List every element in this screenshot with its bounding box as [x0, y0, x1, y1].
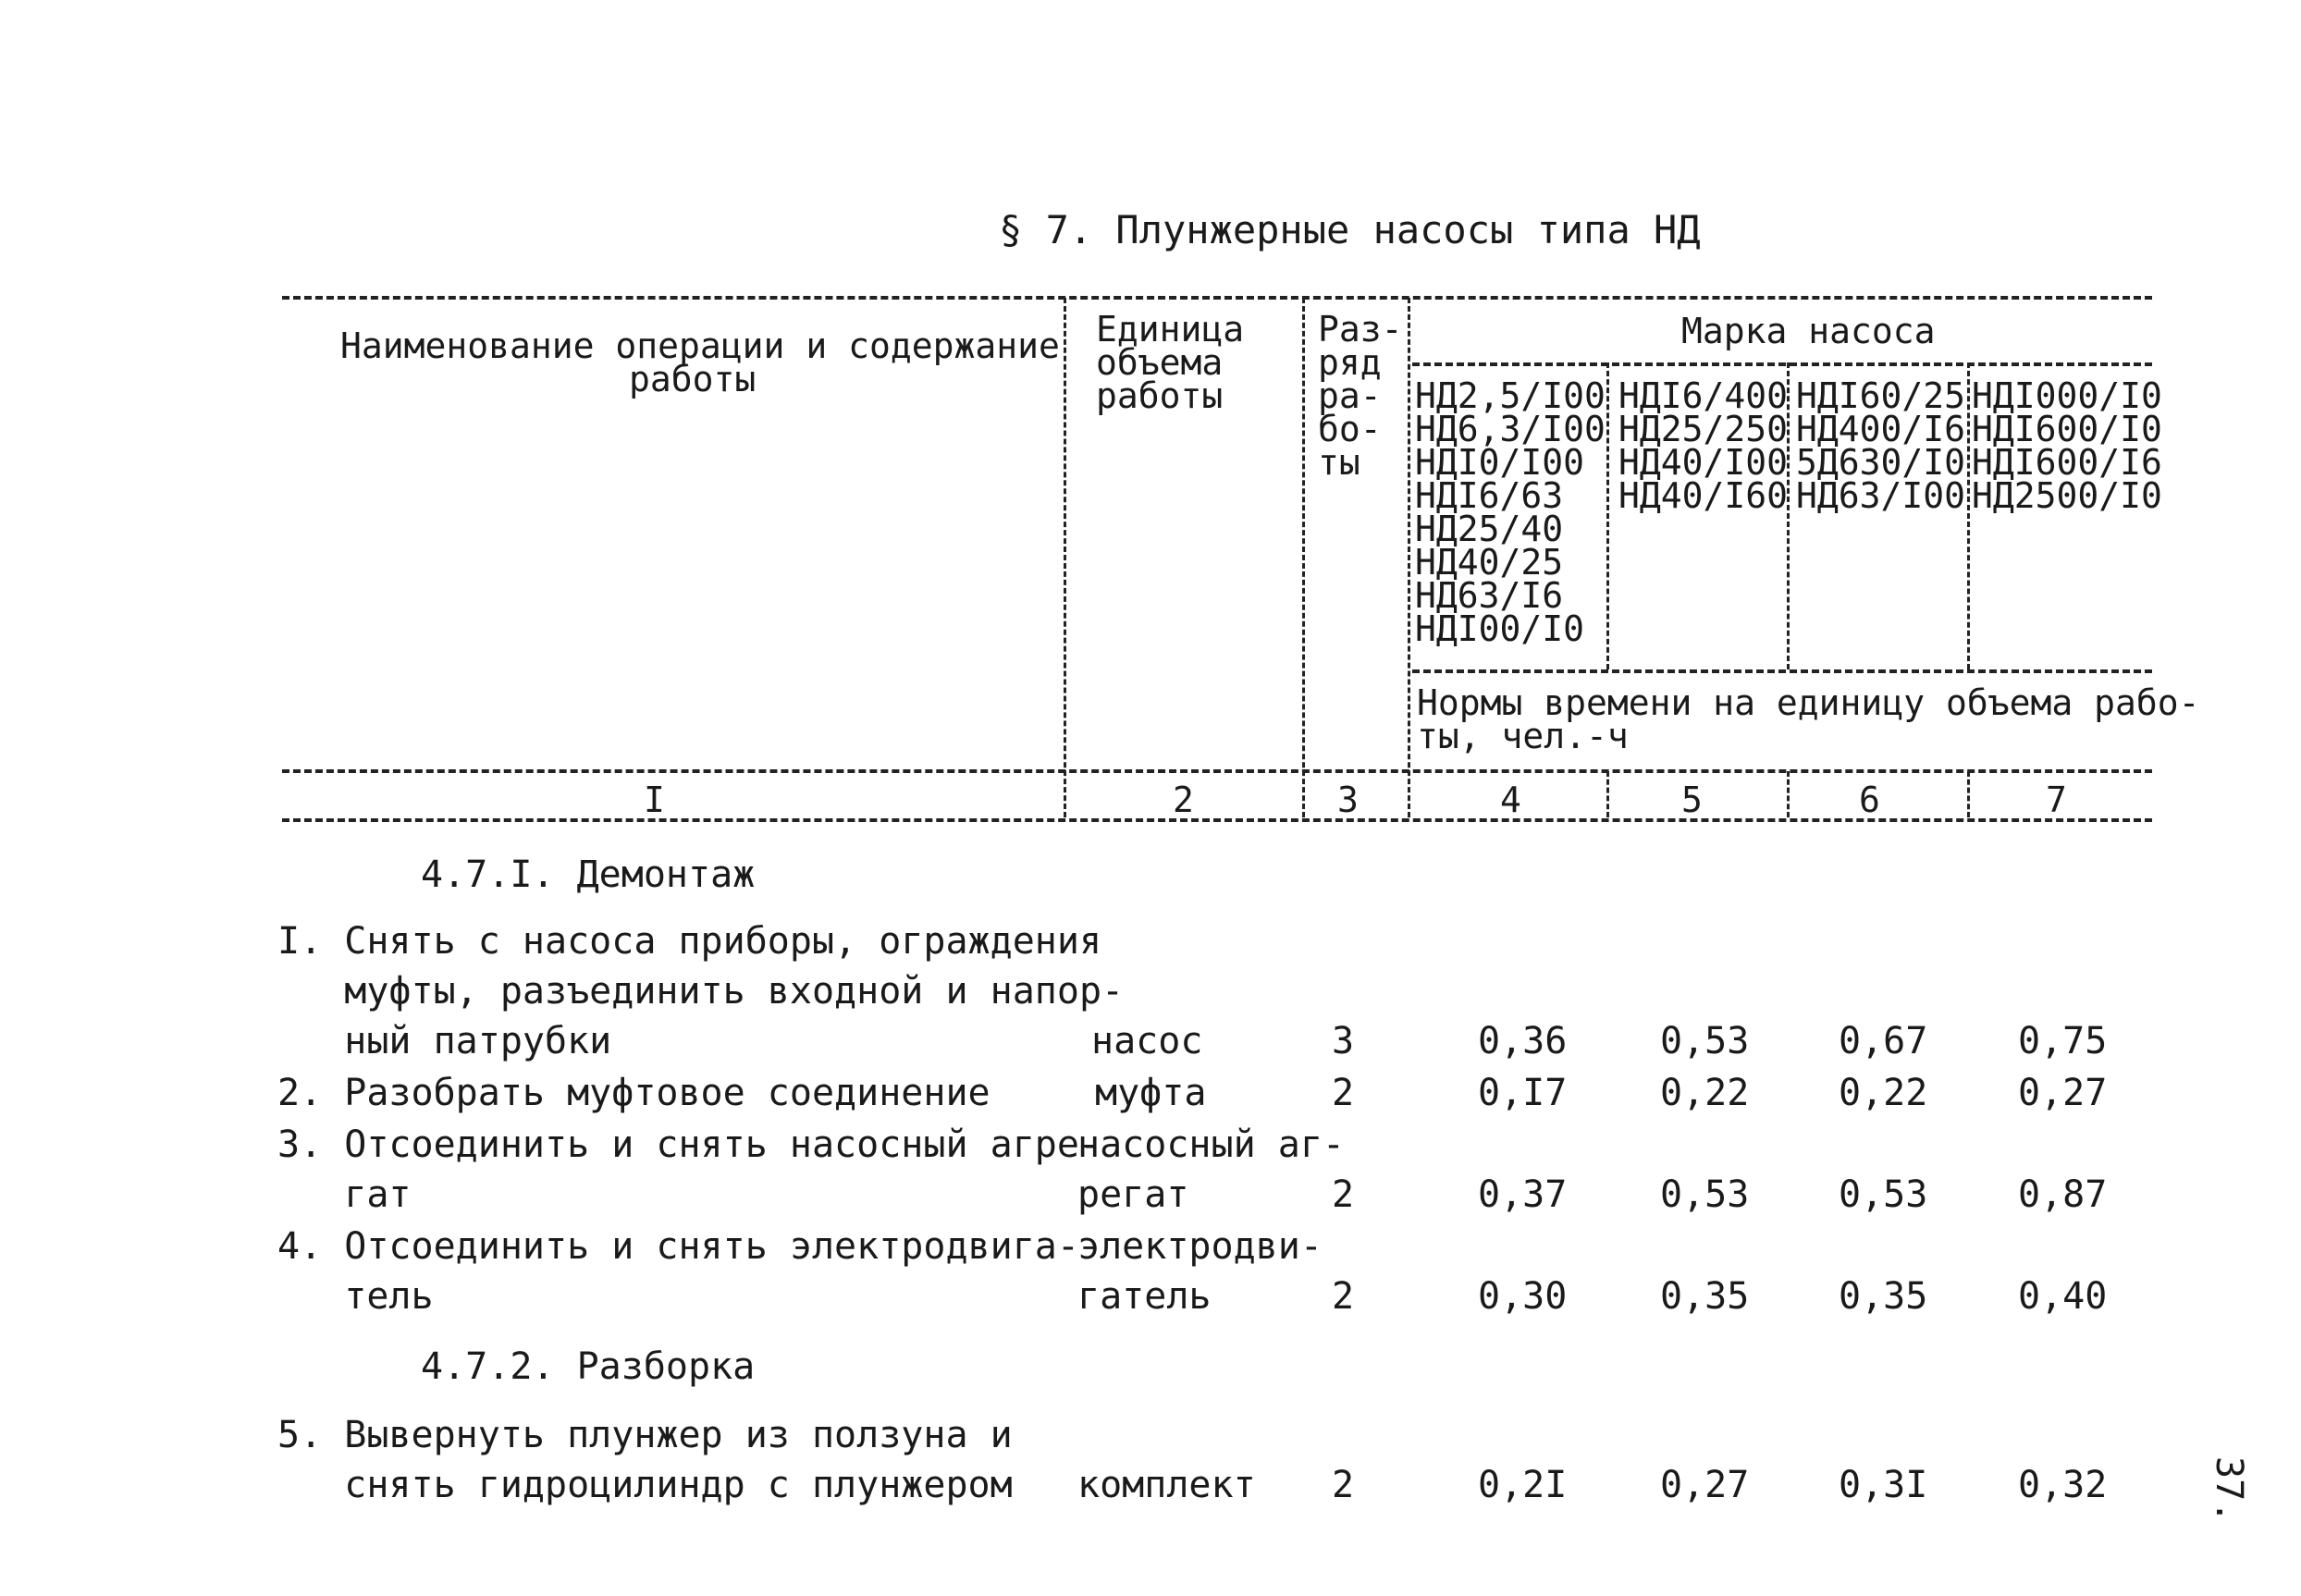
table-row-2-value-7: 0,27 — [2018, 1072, 2108, 1114]
column-number-4: 4 — [1500, 780, 1521, 820]
table-row-4-line-1: 4. Отсоединить и снять электродвига- — [277, 1225, 1079, 1268]
table-row-2-grade: 2 — [1332, 1072, 1355, 1114]
brand-col4-5: НД25/40 — [1415, 509, 1564, 549]
table-row-3-unit-line-1: насосный аг- — [1077, 1123, 1345, 1166]
table-row-1-line-1: I. Снять с насоса приборы, ограждения — [277, 920, 1102, 963]
column-number-6: 6 — [1859, 780, 1880, 820]
brand-col4-4: НДI6/63 — [1415, 475, 1564, 516]
table-row-2-value-4: 0,I7 — [1478, 1072, 1568, 1114]
divider-num7 — [1967, 771, 1970, 817]
header-brand-group: Марка насоса — [1681, 311, 1936, 351]
table-row-4-value-4: 0,30 — [1478, 1275, 1568, 1318]
table-row-1-value-6: 0,67 — [1839, 1020, 1928, 1062]
table-row-4-value-6: 0,35 — [1839, 1275, 1928, 1318]
divider-col2 — [1064, 298, 1066, 817]
brand-col7-4: НД2500/I0 — [1972, 475, 2162, 516]
table-row-5-value-4: 0,2I — [1478, 1464, 1568, 1506]
column-number-3: 3 — [1337, 780, 1359, 820]
header-unit-line-2: объема — [1096, 342, 1224, 383]
brand-col6-3: 5Д630/I0 — [1796, 442, 1966, 483]
brand-group-rule — [1412, 362, 2152, 366]
section-title-dismantling: 4.7.I. Демонтаж — [421, 853, 756, 896]
header-unit-line-1: Единица — [1096, 309, 1245, 350]
table-row-4-unit-line-2: гатель — [1077, 1275, 1212, 1318]
divider-col4 — [1408, 298, 1410, 817]
header-grade-line-2: ряд — [1318, 342, 1382, 383]
column-number-1: I — [644, 780, 665, 820]
brand-col5-1: НДI6/400 — [1618, 375, 1789, 416]
header-grade-line-1: Раз- — [1318, 309, 1403, 350]
table-row-4-line-2: тель — [277, 1275, 434, 1318]
table-row-2-unit: муфта — [1095, 1072, 1207, 1114]
table-row-3-value-4: 0,37 — [1478, 1173, 1568, 1216]
table-row-3-value-6: 0,53 — [1839, 1173, 1928, 1216]
brand-col5-2: НД25/250 — [1618, 409, 1789, 449]
brand-col5-4: НД40/I60 — [1618, 475, 1789, 516]
table-row-1-value-4: 0,36 — [1478, 1020, 1568, 1062]
page-title: § 7. Плунжерные насосы типа НД — [999, 207, 1701, 252]
divider-num5 — [1606, 771, 1609, 817]
table-row-3-unit-line-2: регат — [1077, 1173, 1189, 1216]
divider-num6 — [1787, 771, 1790, 817]
table-row-3-value-7: 0,87 — [2018, 1173, 2108, 1216]
table-top-rule — [282, 296, 2152, 300]
header-unit-line-3: работы — [1096, 375, 1224, 416]
header-operation-line-1: Наименование операции и содержание — [340, 325, 1060, 366]
table-row-1-value-7: 0,75 — [2018, 1020, 2108, 1062]
divider-col7 — [1967, 362, 1970, 669]
table-row-3-grade: 2 — [1332, 1173, 1355, 1216]
brand-col6-4: НД63/I00 — [1796, 475, 1966, 516]
table-row-5-line-1: 5. Вывернуть плунжер из ползуна и — [277, 1414, 1013, 1456]
brand-col7-2: НДI600/I0 — [1972, 409, 2162, 449]
divider-col5 — [1606, 362, 1609, 669]
brand-col4-2: НД6,3/I00 — [1415, 409, 1606, 449]
brand-col4-1: НД2,5/I00 — [1415, 375, 1606, 416]
table-row-3-line-2: гат — [277, 1173, 412, 1216]
table-row-1-unit: насос — [1091, 1020, 1203, 1062]
brand-col5-3: НД40/I00 — [1618, 442, 1789, 483]
brand-col4-6: НД40/25 — [1415, 542, 1564, 583]
section-title-disassembly: 4.7.2. Разборка — [421, 1345, 756, 1388]
header-norms-line-2: ты, чел.-ч — [1417, 716, 1629, 756]
brand-col7-1: НДI000/I0 — [1972, 375, 2162, 416]
header-norms-line-1: Нормы времени на единицу объема рабо- — [1417, 682, 2200, 723]
table-row-5-value-5: 0,27 — [1660, 1464, 1750, 1506]
norms-rule — [1412, 669, 2152, 673]
column-number-5: 5 — [1681, 780, 1703, 820]
table-row-3-line-1: 3. Отсоединить и снять насосный агре- — [277, 1123, 1102, 1166]
brand-col4-3: НДI0/I00 — [1415, 442, 1585, 483]
table-row-1-grade: 3 — [1332, 1020, 1355, 1062]
table-row-4-grade: 2 — [1332, 1275, 1355, 1318]
table-row-2-value-5: 0,22 — [1660, 1072, 1750, 1114]
header-bottom-rule — [282, 769, 2152, 773]
table-row-5-value-7: 0,32 — [2018, 1464, 2108, 1506]
table-row-2-value-6: 0,22 — [1839, 1072, 1928, 1114]
table-row-1-line-2: муфты, разъединить входной и напор- — [277, 970, 1125, 1013]
divider-col3 — [1302, 298, 1305, 817]
table-row-4-value-5: 0,35 — [1660, 1275, 1750, 1318]
brand-col7-3: НДI600/I6 — [1972, 442, 2162, 483]
brand-col6-2: НД400/I6 — [1796, 409, 1966, 449]
table-row-3-value-5: 0,53 — [1660, 1173, 1750, 1216]
table-row-5-value-6: 0,3I — [1839, 1464, 1928, 1506]
table-row-5-unit: комплект — [1077, 1464, 1256, 1506]
table-row-2-line-1: 2. Разобрать муфтовое соединение — [277, 1072, 991, 1114]
header-grade-line-5: ты — [1318, 442, 1360, 483]
column-number-7: 7 — [2046, 780, 2067, 820]
brand-col6-1: НДI60/25 — [1796, 375, 1966, 416]
column-number-2: 2 — [1173, 780, 1194, 820]
table-row-4-value-7: 0,40 — [2018, 1275, 2108, 1318]
table-row-5-line-2: снять гидроцилиндр с плунжером — [277, 1464, 1013, 1506]
header-operation-line-2: работы — [629, 359, 757, 399]
header-grade-line-3: ра- — [1318, 375, 1382, 416]
brand-col4-8: НДI00/I0 — [1415, 608, 1585, 649]
table-row-1-line-3: ный патрубки — [277, 1020, 612, 1062]
brand-col4-7: НД63/I6 — [1415, 575, 1564, 616]
table-row-4-unit-line-1: электродви- — [1077, 1225, 1323, 1268]
table-row-1-value-5: 0,53 — [1660, 1020, 1750, 1062]
table-row-5-grade: 2 — [1332, 1464, 1355, 1506]
header-grade-line-4: бо- — [1318, 409, 1382, 449]
page-number: 37. — [2208, 1456, 2250, 1524]
